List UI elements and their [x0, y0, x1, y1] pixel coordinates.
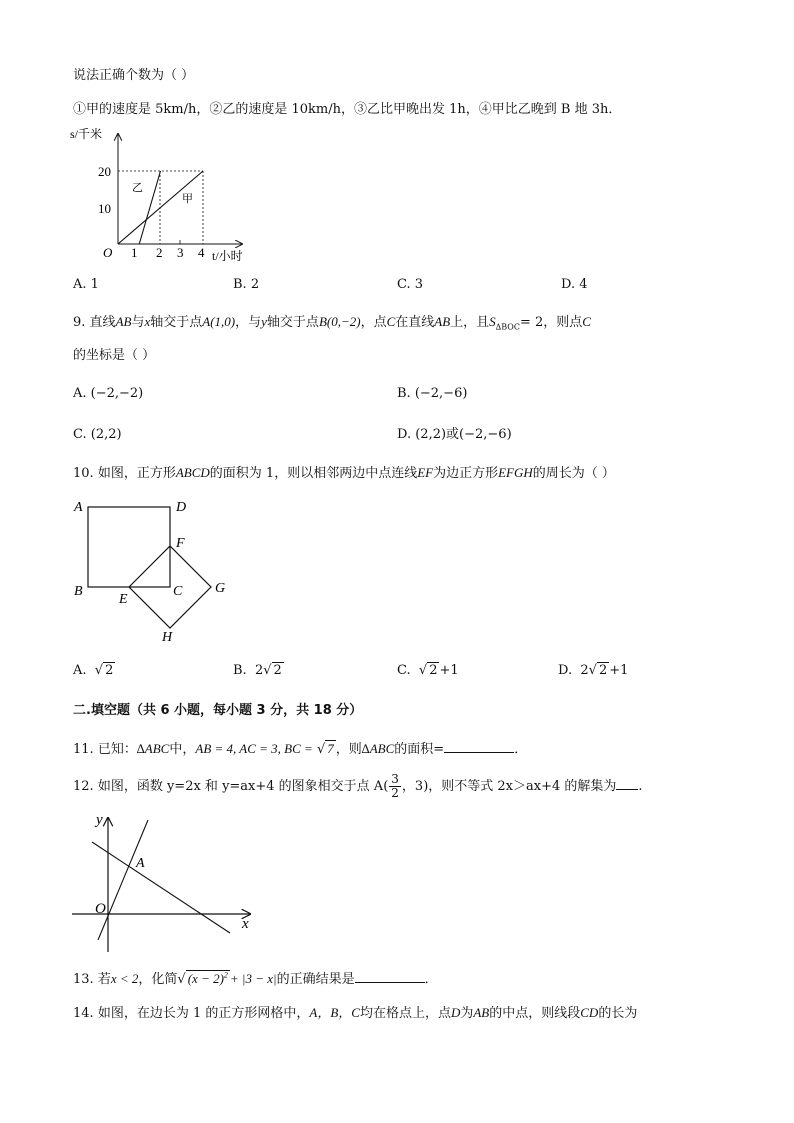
- q9-option-d[interactable]: D. (2,2)或(−2,−6): [397, 427, 512, 442]
- line-y-ax-4: [92, 842, 230, 933]
- x-axis-label: x: [242, 916, 249, 932]
- q14-stem: 14. 如图，在边长为 1 的正方形网格中，A，B，C均在格点上，点D为AB的中点，则线段CD的长为: [73, 1005, 638, 1021]
- q11-answer-blank[interactable]: [444, 740, 514, 753]
- square-abcd: [88, 507, 170, 587]
- series-label-jia: 甲: [182, 193, 193, 205]
- q8-option-c[interactable]: C. 3: [397, 277, 424, 292]
- q12-answer-blank[interactable]: [616, 777, 638, 790]
- q8-stem: 说法正确个数为（ ）: [73, 68, 195, 83]
- point-a-label: A: [136, 856, 145, 871]
- q9-option-a[interactable]: A. (−2,−2): [73, 386, 144, 401]
- x-tick-4: 4: [198, 245, 205, 260]
- y-tick-10: 10: [98, 201, 111, 216]
- label-b: B: [74, 584, 83, 599]
- label-c: C: [173, 584, 183, 599]
- q9-stem-line2: 的坐标是（ ）: [73, 348, 156, 363]
- label-d: D: [176, 500, 187, 515]
- q8-option-a[interactable]: A. 1: [73, 277, 99, 292]
- fraction-3-2: $\frac{3}{2}$: [391, 772, 399, 800]
- section-fill-blank-title: 二.填空题（共 6 小题，每小题 3 分，共 18 分）: [73, 703, 363, 718]
- q10-option-a[interactable]: A. √ 2: [73, 663, 114, 678]
- y-tick-20: 20: [98, 164, 111, 179]
- q10-option-c[interactable]: C. √ 2 +1: [397, 663, 459, 678]
- q10-option-d[interactable]: D. 2√ 2 +1: [558, 663, 629, 678]
- q8-option-b[interactable]: B. 2: [233, 277, 260, 292]
- q10-squares-figure: [70, 495, 240, 650]
- y-axis-label: s/千米: [70, 127, 103, 141]
- series-line-jia: [118, 171, 203, 244]
- q13-stem: 13. 若x < 2，化简√ $(x - 2)^2 + |3 - x|$的正确结果是 ．: [73, 970, 438, 987]
- label-e: E: [119, 592, 128, 607]
- q12-function-graph: [68, 812, 258, 957]
- y-axis-label: y: [96, 812, 103, 828]
- q8-option-d[interactable]: D. 4: [561, 277, 588, 292]
- origin-label: O: [95, 901, 106, 917]
- q11-stem: 11. 已知：∆ABC中，AB = 4, AC = 3, BC = √ 7 ，则∆ABC的面积= ．: [73, 741, 528, 757]
- x-tick-3: 3: [177, 245, 184, 260]
- q12-stem: 12. 如图，函数 y=2x 和 y=ax+4 的图象相交于点 A( $\frac{3}{2}$ ，3)，则不等式 2x＞ax+4 的解集为 .: [73, 772, 643, 800]
- q13-answer-blank[interactable]: [355, 970, 425, 983]
- x-tick-2: 2: [156, 245, 163, 260]
- q9-stem: 9. 直线AB与x轴交于点A(1,0)，与y轴交于点B(0,−2)，点C在直线AB上，且$S_{\Delta BOC}= 2$，则点C: [73, 314, 591, 332]
- q8-distance-time-graph: [70, 126, 270, 266]
- x-tick-1: 1: [131, 245, 138, 260]
- q9-option-b[interactable]: B. (−2,−6): [397, 386, 468, 401]
- q9-option-c[interactable]: C. (2,2): [73, 427, 122, 442]
- label-g: G: [215, 581, 226, 596]
- series-label-yi: 乙: [132, 182, 143, 194]
- q8-statements: ①甲的速度是 5km/h，②乙的速度是 10km/h，③乙比甲晚出发 1h，④甲比乙晚到 B 地 3h．: [73, 102, 622, 117]
- q10-option-b[interactable]: B. 2√ 2: [233, 663, 282, 678]
- label-h: H: [162, 630, 173, 645]
- line-y-2x: [98, 820, 148, 940]
- x-axis-label: t/小时: [212, 249, 243, 263]
- origin-label: O: [103, 245, 113, 260]
- label-f: F: [176, 536, 185, 551]
- q10-stem: 10. 如图，正方形ABCD的面积为 1，则以相邻两边中点连线EF为边正方形EFGH的周长为（ ）: [73, 465, 615, 481]
- label-a: A: [74, 500, 83, 515]
